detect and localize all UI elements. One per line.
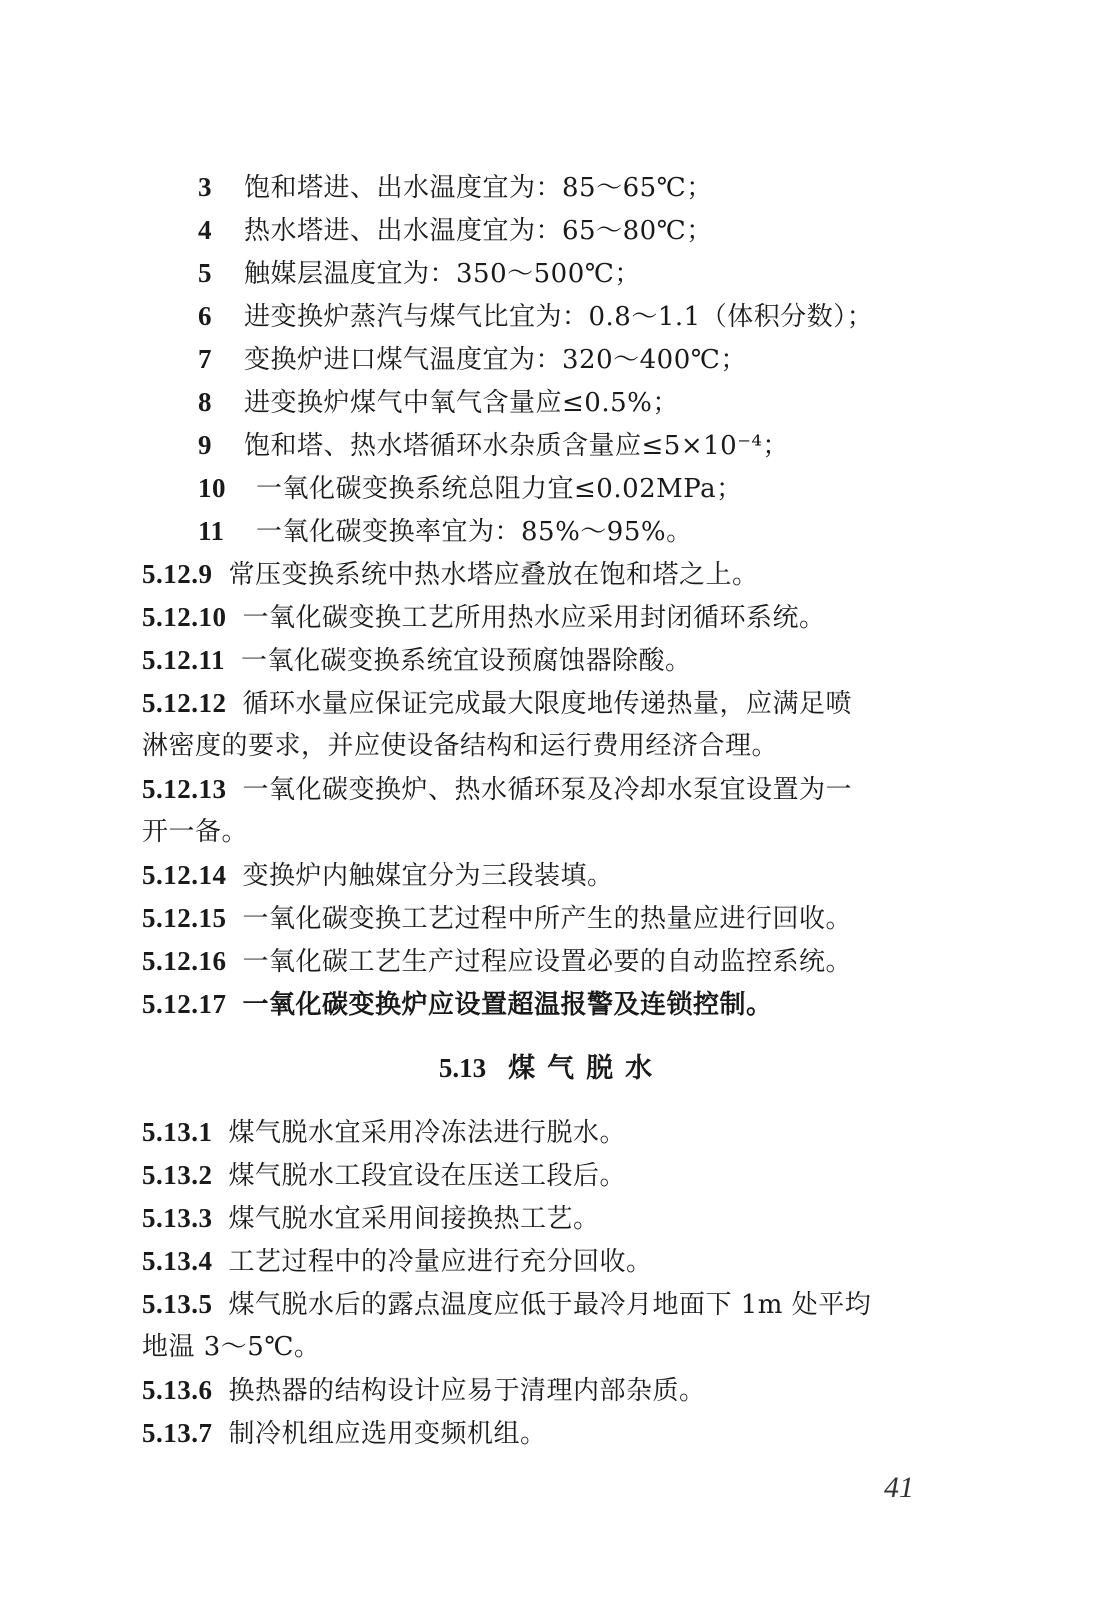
list-item: 4 热水塔进、出水温度宜为：65～80℃； bbox=[198, 215, 713, 246]
clause-5-13-7: 5.13.7 制冷机组应选用变频机组。 bbox=[142, 1418, 547, 1449]
clause-5-12-9: 5.12.9 常压变换系统中热水塔应叠放在饱和塔之上。 bbox=[142, 559, 759, 590]
clause-5-12-17-mandatory: 5.12.17 一氧化碳变换炉应设置超温报警及连锁控制。 bbox=[142, 989, 773, 1020]
list-item: 5 触媒层温度宜为：350～500℃； bbox=[198, 258, 641, 289]
clause-5-12-16: 5.12.16 一氧化碳工艺生产过程应设置必要的自动监控系统。 bbox=[142, 946, 853, 977]
list-item: 10 一氧化碳变换系统总阻力宜≤0.02MPa； bbox=[198, 473, 743, 504]
list-item: 6 进变换炉蒸汽与煤气比宜为：0.8～1.1（体积分数）； bbox=[198, 301, 874, 332]
clause-continuation: 开一备。 bbox=[142, 817, 249, 847]
clause-5-13-2: 5.13.2 煤气脱水工段宜设在压送工段后。 bbox=[142, 1160, 627, 1191]
clause-continuation: 地温 3～5℃。 bbox=[142, 1332, 321, 1362]
list-item: 3 饱和塔进、出水温度宜为：85～65℃； bbox=[198, 172, 713, 203]
page-number: 41 bbox=[884, 1471, 914, 1504]
list-item: 11 一氧化碳变换率宜为：85%～95%。 bbox=[198, 516, 693, 547]
clause-5-13-5: 5.13.5 煤气脱水后的露点温度应低于最冷月地面下 1m 处平均 bbox=[142, 1289, 872, 1320]
list-item: 9 饱和塔、热水塔循环水杂质含量应≤5×10⁻⁴； bbox=[198, 430, 789, 461]
clause-5-13-3: 5.13.3 煤气脱水宜采用间接换热工艺。 bbox=[142, 1203, 600, 1234]
list-item: 7 变换炉进口煤气温度宜为：320～400℃； bbox=[198, 344, 747, 375]
clause-5-13-4: 5.13.4 工艺过程中的冷量应进行充分回收。 bbox=[142, 1246, 653, 1277]
clause-5-12-13: 5.12.13 一氧化碳变换炉、热水循环泵及冷却水泵宜设置为一 bbox=[142, 774, 853, 805]
clause-5-13-1: 5.13.1 煤气脱水宜采用冷冻法进行脱水。 bbox=[142, 1117, 627, 1148]
clause-5-12-10: 5.12.10 一氧化碳变换工艺所用热水应采用封闭循环系统。 bbox=[142, 602, 826, 633]
section-heading: 5.13 煤气脱水 bbox=[438, 1053, 665, 1084]
clause-5-12-11: 5.12.11 一氧化碳变换系统宜设预腐蚀器除酸。 bbox=[142, 645, 692, 676]
clause-5-12-14: 5.12.14 变换炉内触媒宜分为三段装填。 bbox=[142, 860, 614, 891]
clause-5-12-15: 5.12.15 一氧化碳变换工艺过程中所产生的热量应进行回收。 bbox=[142, 903, 853, 934]
clause-5-13-6: 5.13.6 换热器的结构设计应易于清理内部杂质。 bbox=[142, 1375, 706, 1406]
list-item: 8 进变换炉煤气中氧气含量应≤0.5%； bbox=[198, 387, 679, 418]
clause-continuation: 淋密度的要求，并应使设备结构和运行费用经济合理。 bbox=[142, 731, 779, 761]
clause-5-12-12: 5.12.12 循环水量应保证完成最大限度地传递热量，应满足喷 bbox=[142, 688, 853, 719]
